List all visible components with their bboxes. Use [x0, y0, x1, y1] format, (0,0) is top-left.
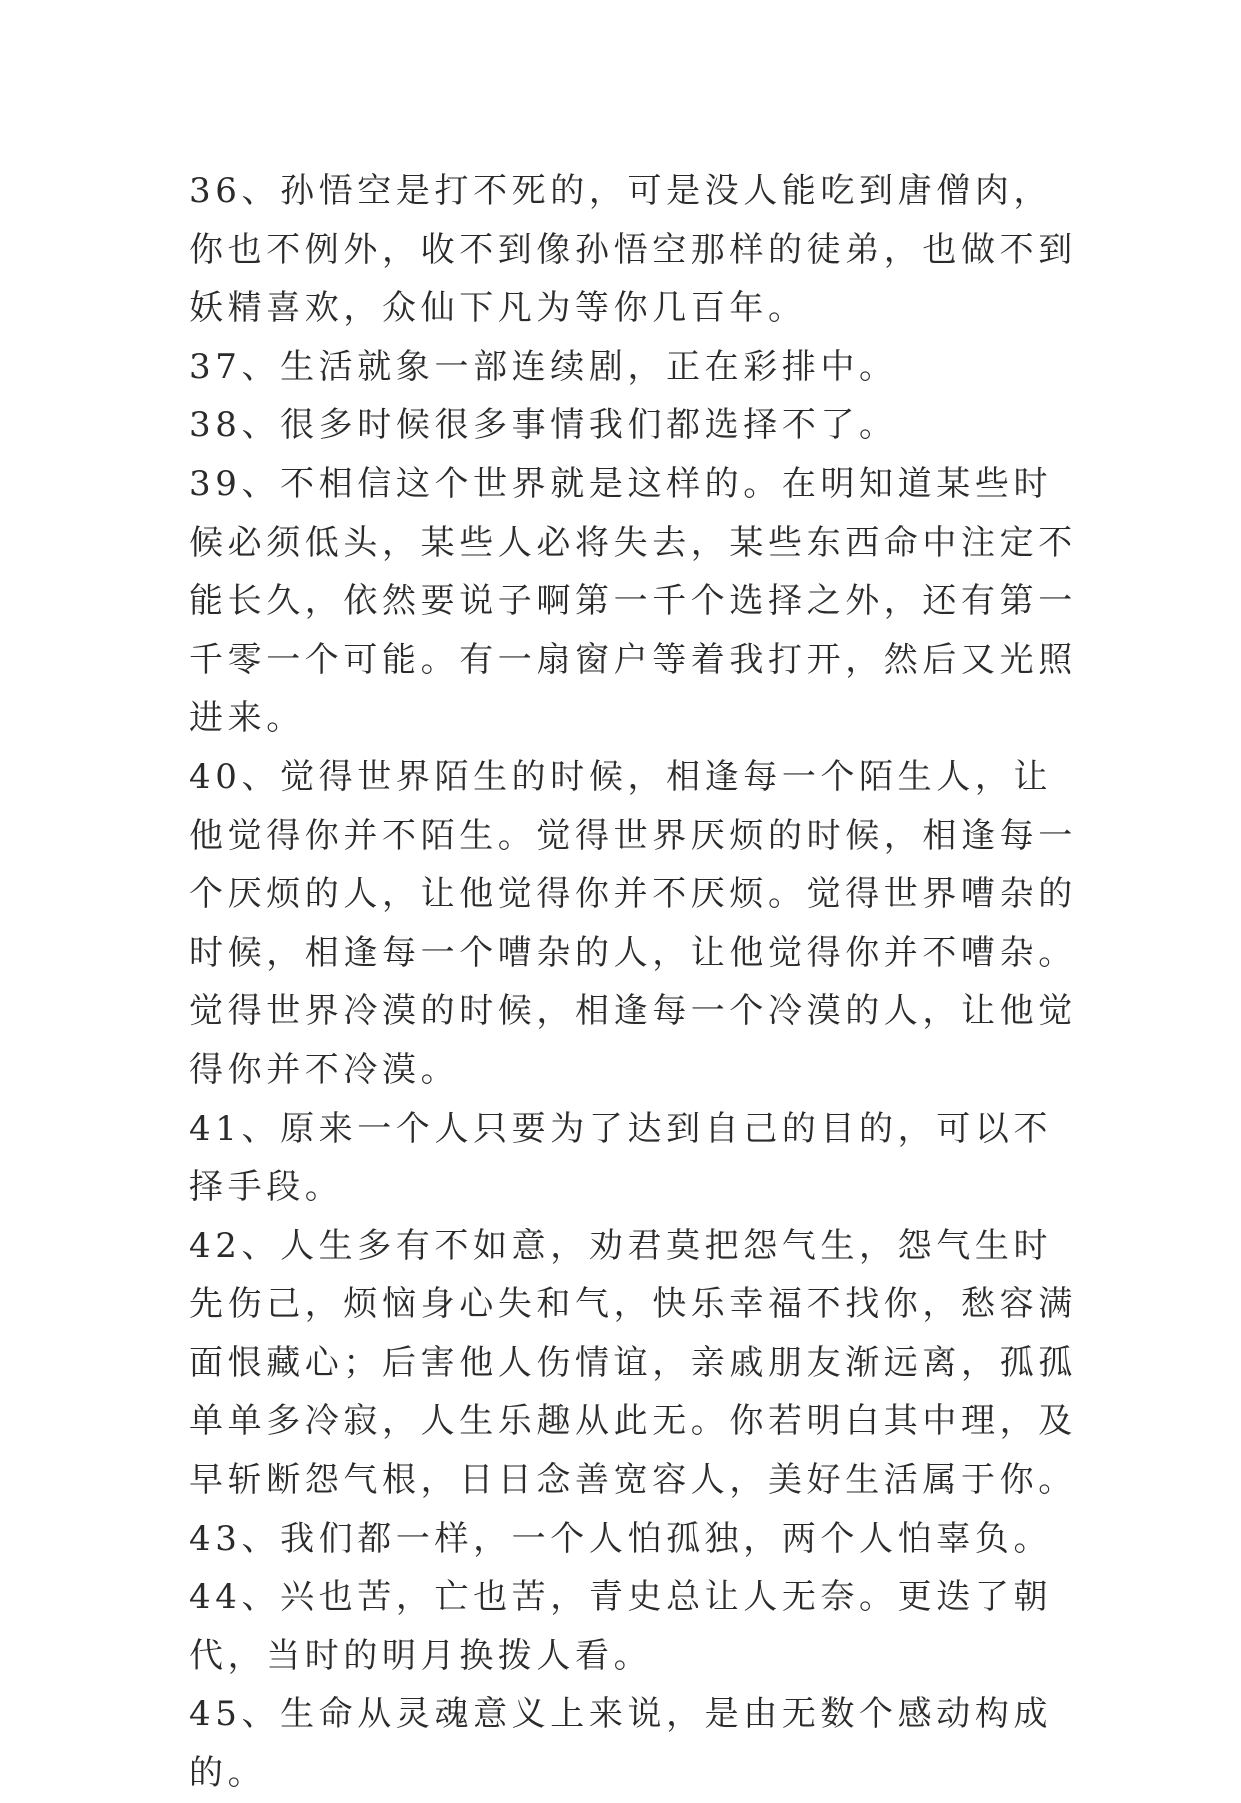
paragraph-44: 44、兴也苦，亡也苦，青史总让人无奈。更迭了朝代，当时的明月换拨人看。 [189, 1577, 1053, 1676]
paragraph-43: 43、我们都一样，一个人怕孤独，两个人怕辜负。 [189, 1518, 1053, 1559]
paragraph-40: 40、觉得世界陌生的时候，相逢每一个陌生人，让他觉得你并不陌生。觉得世界厌烦的时候，相逢每一个厌烦的人，让他觉得你并不厌烦。觉得世界嘈杂的时候，相逢每一个嘈杂的人，让他觉得你并不嘈杂。觉得世界冷漠的时候，相逢每一个冷漠的人，让他觉得你并不冷漠。 [189, 756, 1077, 1090]
paragraph-45: 45、生命从灵魂意义上来说，是由无数个感动构成的。 [189, 1694, 1053, 1794]
paragraph-38: 38、很多时候很多事情我们都选择不了。 [189, 405, 898, 446]
paragraph-37: 37、生活就象一部连续剧，正在彩排中。 [189, 346, 898, 387]
paragraph-39: 39、不相信这个世界就是这样的。在明知道某些时候必须低头，某些人必将失去，某些东西命中注定不能长久，依然要说子啊第一千个选择之外，还有第一千零一个可能。有一扇窗户等着我打开，然后又光照进来。 [189, 463, 1077, 739]
paragraph-41: 41、原来一个人只要为了达到自己的目的，可以不择手段。 [189, 1108, 1053, 1208]
document-body [189, 162, 1079, 1803]
paragraph-42: 42、人生多有不如意，劝君莫把怨气生，怨气生时先伤己，烦恼身心失和气，快乐幸福不找你，愁容满面恨藏心；后害他人伤情谊，亲戚朋友渐远离，孤孤单单多冷寂，人生乐趣从此无。你若明白其中理，及早斩断怨气根，日日念善宽容人，美好生活属于你。 [189, 1225, 1077, 1501]
paragraph-36: 36、孙悟空是打不死的，可是没人能吃到唐僧肉，你也不例外，收不到像孙悟空那样的徒弟，也做不到妖精喜欢，众仙下凡为等你几百年。 [189, 171, 1077, 329]
